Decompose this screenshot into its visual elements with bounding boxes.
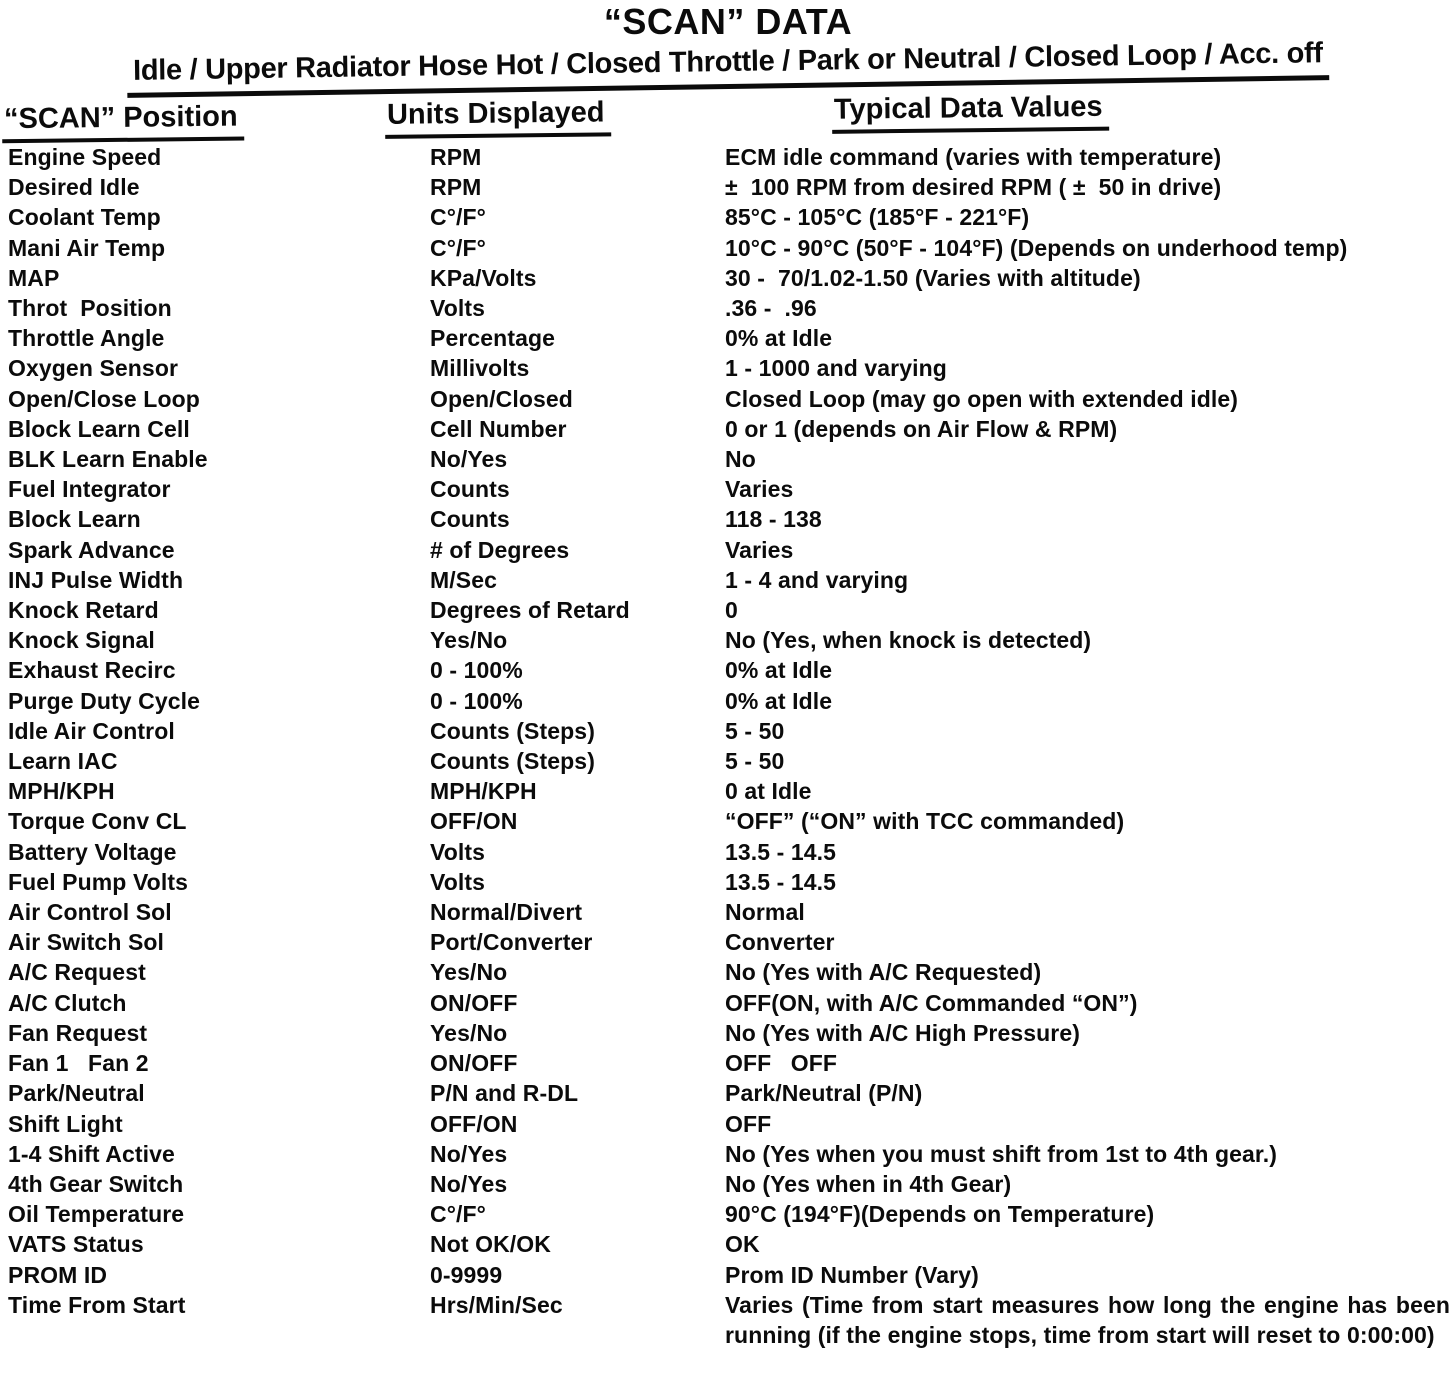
scan-position-cell: Knock Signal	[8, 627, 155, 654]
value-cell: 0% at Idle	[725, 687, 833, 714]
units-cell: ON/OFF	[430, 989, 518, 1016]
table-row	[0, 716, 1456, 746]
table-row	[0, 414, 1456, 444]
scan-position-cell: Knock Retard	[8, 597, 159, 624]
value-cell: Converter	[725, 929, 835, 956]
units-cell: No/Yes	[430, 446, 508, 473]
value-cell: ± 100 RPM from desired RPM ( ± 50 in drive)	[725, 174, 1222, 201]
table-row	[0, 686, 1456, 716]
scan-position-cell: Fuel Pump Volts	[8, 868, 188, 895]
value-cell: No (Yes, when knock is detected)	[725, 627, 1092, 654]
value-cell: No (Yes with A/C High Pressure)	[725, 1019, 1080, 1046]
scan-position-cell: Exhaust Recirc	[8, 657, 176, 684]
table-row	[0, 444, 1456, 474]
column-header-units-displayed: Units Displayed	[385, 95, 720, 139]
value-cell: OFF OFF	[725, 1050, 838, 1077]
scan-position-cell: 1-4 Shift Active	[8, 1140, 175, 1167]
units-cell: 0 - 100%	[430, 657, 523, 684]
value-cell: 10°C - 90°C (50°F - 104°F) (Depends on underhood temp)	[725, 234, 1348, 261]
table-row	[0, 535, 1456, 565]
table-row	[0, 172, 1456, 202]
value-cell: No	[725, 446, 756, 473]
units-cell: Counts	[430, 506, 510, 533]
table-row	[0, 1018, 1456, 1048]
scan-position-cell: Park/Neutral	[8, 1080, 145, 1107]
scan-position-cell: Throt Position	[8, 295, 172, 322]
units-cell: M/Sec	[430, 566, 497, 593]
table-row	[0, 142, 1456, 172]
value-cell: No (Yes when in 4th Gear)	[725, 1170, 1012, 1197]
scan-position-cell: Fan 1 Fan 2	[8, 1050, 149, 1077]
units-cell: C°/F°	[430, 204, 486, 231]
units-cell: Volts	[430, 868, 486, 895]
value-cell: 1 - 1000 and varying	[725, 355, 947, 382]
scan-position-cell: Open/Close Loop	[8, 385, 200, 412]
table-row	[0, 867, 1456, 897]
page-subtitle: Idle / Upper Radiator Hose Hot / Closed Throttle / Park or Neutral / Closed Loop / Acc. off	[127, 36, 1329, 98]
value-cell: Prom ID Number (Vary)	[725, 1261, 979, 1288]
table-row	[0, 202, 1456, 232]
scan-position-cell: Block Learn	[8, 506, 141, 533]
table-row	[0, 263, 1456, 293]
value-cell: 13.5 - 14.5	[725, 838, 837, 865]
scan-position-cell: Fuel Integrator	[8, 476, 171, 503]
scan-position-cell: Torque Conv CL	[8, 808, 187, 835]
units-cell: OFF/ON	[430, 808, 518, 835]
scan-position-cell: Desired Idle	[8, 174, 140, 201]
value-cell: 85°C - 105°C (185°F - 221°F)	[725, 204, 1030, 231]
table-row	[0, 323, 1456, 353]
table-row	[0, 776, 1456, 806]
value-cell: “OFF” (“ON” with TCC commanded)	[725, 808, 1125, 835]
table-row	[0, 655, 1456, 685]
units-cell: Yes/No	[430, 959, 508, 986]
scan-position-cell: MAP	[8, 264, 60, 291]
value-cell: 90°C (194°F)(Depends on Temperature)	[725, 1201, 1155, 1228]
units-cell: Yes/No	[430, 1019, 508, 1046]
value-cell: OK	[725, 1231, 760, 1258]
units-cell: C°/F°	[430, 234, 486, 261]
scan-position-cell: Throttle Angle	[8, 325, 165, 352]
value-cell: 13.5 - 14.5	[725, 868, 837, 895]
column-header-typical-data-values: Typical Data Values	[720, 87, 1456, 135]
scan-position-cell: Coolant Temp	[8, 204, 161, 231]
scan-position-cell: MPH/KPH	[8, 778, 115, 805]
units-cell: Yes/No	[430, 627, 508, 654]
scan-position-cell: Engine Speed	[8, 144, 162, 170]
units-cell: 0-9999	[430, 1261, 503, 1288]
units-cell: RPM	[430, 144, 482, 170]
units-cell: Open/Closed	[430, 385, 573, 412]
value-cell: Varies	[725, 536, 794, 563]
table-row	[0, 1048, 1456, 1078]
scan-position-cell: Battery Voltage	[8, 838, 177, 865]
table-row	[0, 806, 1456, 836]
units-cell: No/Yes	[430, 1170, 508, 1197]
scan-position-cell: Spark Advance	[8, 536, 175, 563]
units-cell: Counts	[430, 476, 510, 503]
units-cell: Counts (Steps)	[430, 748, 595, 775]
table-row	[0, 897, 1456, 927]
table-row	[0, 1139, 1456, 1169]
scan-position-cell: Time From Start	[8, 1291, 186, 1318]
table-row	[0, 293, 1456, 323]
scan-position-cell: Air Switch Sol	[8, 929, 165, 956]
table-row	[0, 233, 1456, 263]
scan-position-cell: Mani Air Temp	[8, 234, 166, 261]
scan-position-cell: Block Learn Cell	[8, 415, 190, 442]
value-cell: OFF	[725, 1110, 772, 1137]
units-cell: Port/Converter	[430, 929, 593, 956]
scan-position-cell: PROM ID	[8, 1261, 108, 1288]
page-title: “SCAN” DATA	[603, 1, 853, 42]
table-row	[0, 837, 1456, 867]
scan-position-cell: Fan Request	[8, 1019, 148, 1046]
value-cell: 0 at Idle	[725, 778, 812, 805]
value-cell: Park/Neutral (P/N)	[725, 1080, 923, 1107]
scan-position-cell: Shift Light	[8, 1110, 123, 1137]
table-row	[0, 1078, 1456, 1108]
table-row	[0, 595, 1456, 625]
value-cell: Varies (Time from start measures how long the engine has been running (if the engine stops, time from start will reset to 0:00:00)	[725, 1291, 1456, 1348]
units-cell: Millivolts	[430, 355, 530, 382]
units-cell: Not OK/OK	[430, 1231, 551, 1258]
table-row	[0, 625, 1456, 655]
column-header-scan-position: “SCAN” Position	[0, 99, 385, 143]
units-cell: Percentage	[430, 325, 556, 352]
value-cell: Closed Loop (may go open with extended idle)	[725, 385, 1238, 412]
table-row	[0, 353, 1456, 383]
value-cell: 118 - 138	[725, 506, 822, 533]
table-row	[0, 927, 1456, 957]
value-cell: 1 - 4 and varying	[725, 566, 909, 593]
value-cell: 0	[725, 597, 738, 624]
units-cell: Volts	[430, 838, 486, 865]
units-cell: Normal/Divert	[430, 899, 583, 926]
scan-position-cell: 4th Gear Switch	[8, 1170, 184, 1197]
scan-position-cell: Purge Duty Cycle	[8, 687, 201, 714]
units-cell: Volts	[430, 295, 486, 322]
table-row	[0, 1290, 1456, 1350]
value-cell: No (Yes when you must shift from 1st to 4th gear.)	[725, 1140, 1277, 1167]
table-row	[0, 957, 1456, 987]
scan-position-cell: Air Control Sol	[8, 899, 172, 926]
table-row	[0, 565, 1456, 595]
table-row	[0, 1229, 1456, 1259]
units-cell: RPM	[430, 174, 482, 201]
table-body	[0, 142, 1456, 1350]
value-cell: .36 - .96	[725, 295, 817, 322]
units-cell: C°/F°	[430, 1201, 486, 1228]
units-cell: 0 - 100%	[430, 687, 523, 714]
scan-position-cell: Oxygen Sensor	[8, 355, 179, 382]
units-cell: Hrs/Min/Sec	[430, 1291, 563, 1318]
table-row	[0, 746, 1456, 776]
value-cell: Normal	[725, 899, 805, 926]
value-cell: OFF(ON, with A/C Commanded “ON”)	[725, 989, 1138, 1016]
scan-data-table	[0, 90, 1456, 1350]
scan-position-cell: A/C Request	[8, 959, 146, 986]
value-cell: 0% at Idle	[725, 325, 833, 352]
value-cell: 5 - 50	[725, 748, 785, 775]
units-cell: # of Degrees	[430, 536, 570, 563]
value-cell: 0% at Idle	[725, 657, 833, 684]
value-cell: ECM idle command (varies with temperature)	[725, 144, 1222, 170]
units-cell: Counts (Steps)	[430, 717, 595, 744]
scan-position-cell: Learn IAC	[8, 748, 118, 775]
scan-position-cell: VATS Status	[8, 1231, 144, 1258]
table-row	[0, 1109, 1456, 1139]
units-cell: Degrees of Retard	[430, 597, 630, 624]
table-row	[0, 504, 1456, 534]
value-cell: 30 - 70/1.02-1.50 (Varies with altitude)	[725, 264, 1141, 291]
scan-position-cell: Oil Temperature	[8, 1201, 185, 1228]
table-row	[0, 474, 1456, 504]
units-cell: Cell Number	[430, 415, 567, 442]
value-cell: 0 or 1 (depends on Air Flow & RPM)	[725, 415, 1118, 442]
value-cell: Varies	[725, 476, 794, 503]
units-cell: KPa/Volts	[430, 264, 537, 291]
value-cell: 5 - 50	[725, 717, 785, 744]
table-row	[0, 988, 1456, 1018]
table-row	[0, 1199, 1456, 1229]
table-row	[0, 384, 1456, 414]
scan-position-cell: A/C Clutch	[8, 989, 127, 1016]
scan-position-cell: Idle Air Control	[8, 717, 175, 744]
units-cell: ON/OFF	[430, 1050, 518, 1077]
units-cell: No/Yes	[430, 1140, 508, 1167]
table-row	[0, 1260, 1456, 1290]
value-cell: No (Yes with A/C Requested)	[725, 959, 1042, 986]
units-cell: MPH/KPH	[430, 778, 537, 805]
scan-position-cell: BLK Learn Enable	[8, 446, 208, 473]
table-row	[0, 1169, 1456, 1199]
scan-position-cell: INJ Pulse Width	[8, 566, 184, 593]
units-cell: OFF/ON	[430, 1110, 518, 1137]
units-cell: P/N and R-DL	[430, 1080, 579, 1107]
